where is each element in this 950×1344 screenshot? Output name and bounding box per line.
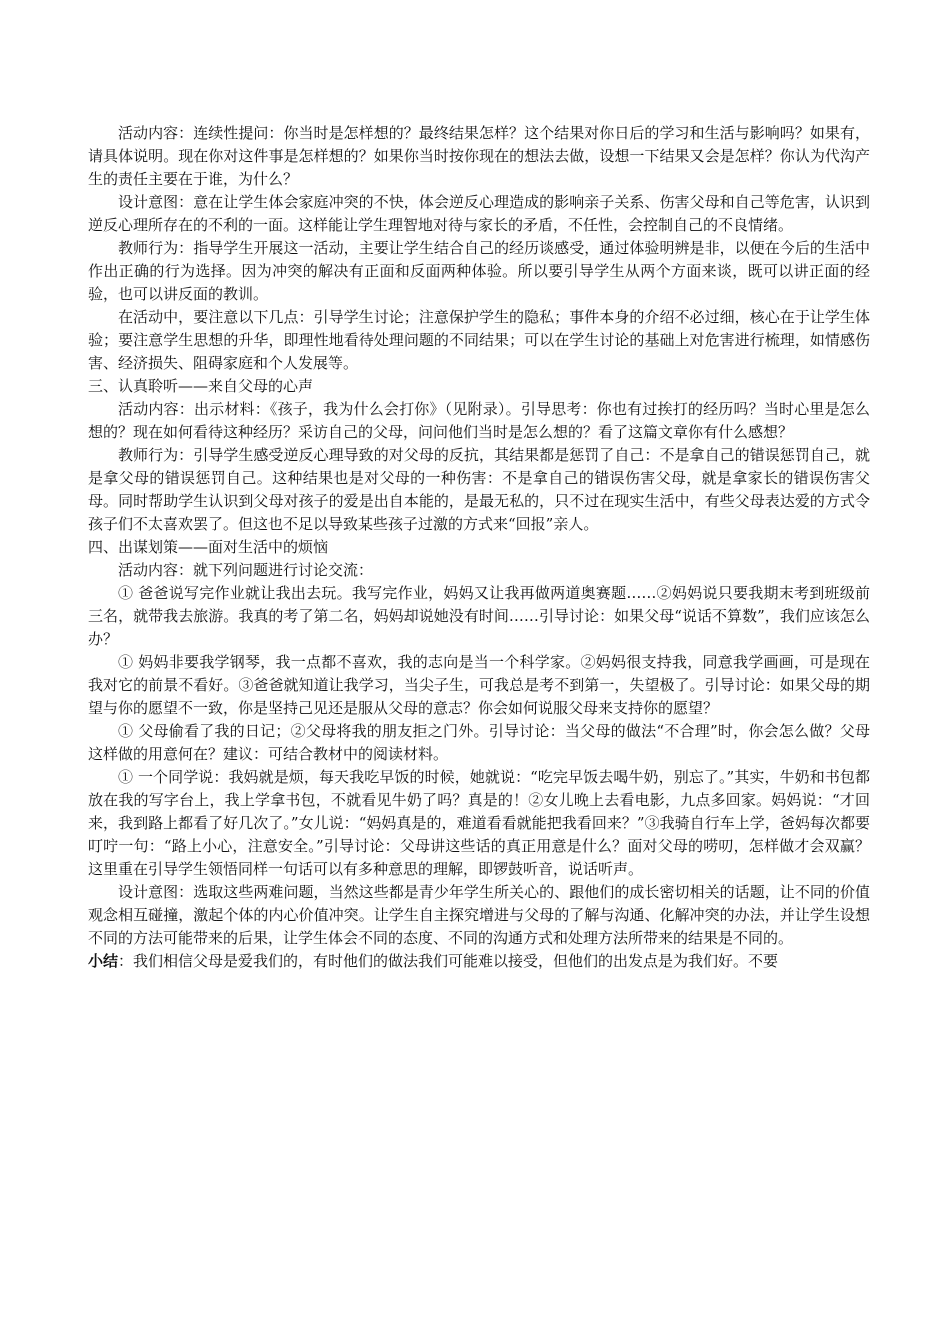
paragraph-activity-discussion: 活动内容：就下列问题进行讨论交流： <box>118 561 374 579</box>
paragraph-design-intent-1: 设计意图：意在让学生体会家庭冲突的不快，体会逆反心理造成的影响亲子关系、伤害父母和自己等危害，认识到逆反心理所存在的不利的一面。这样能让学生理智地对待与家长的矛盾，不任性，会控制自己的不良情绪。 <box>88 193 870 234</box>
section-heading-3: 三、认真聆听——来自父母的心声 <box>88 377 314 395</box>
summary-paragraph <box>88 950 870 973</box>
paragraph-teacher-action-1: 教师行为：指导学生开展这一活动，主要让学生结合自己的经历谈感受，通过体验明辨是非，以便在今后的生活中作出正确的行为选择。因为冲突的解决有正面和反面两种体验。所以要引导学生从两个方面来谈，既可以讲正面的经验，也可以讲反面的教训。 <box>88 239 870 303</box>
paragraph-activity-notes: 在活动中，要注意以下几点：引导学生讨论；注意保护学生的隐私；事件本身的介绍不必过细，核心在于让学生体验；要注意学生思想的升华，即理性地看待处理问题的不同结果；可以在学生讨论的基础上对危害进行梳理，如情感伤害、经济损失、阻碍家庭和个人发展等。 <box>88 308 870 372</box>
paragraph-activity-questions: 活动内容：连续性提问：你当时是怎样想的？最终结果怎样？这个结果对你日后的学习和生活与影响吗？如果有，请具体说明。现在你对这件事是怎样想的？如果你当时按你现在的想法去做，设想一下结果又会是怎样？你认为代沟产生的责任主要在于谁，为什么？ <box>88 124 870 188</box>
paragraph-case-expectations: ① 妈妈非要我学钢琴，我一点都不喜欢，我的志向是当一个科学家。②妈妈很支持我，同意我学画画，可是现在我对它的前景不看好。③爸爸就知道让我学习，当尖子生，可我总是考不到第一，失望极了。引导讨论：如果父母的期望与你的愿望不一致，你是坚持己见还是服从父母的意志？你会如何说服父母来支持你的愿望？ <box>88 653 870 717</box>
summary-text: ：我们相信父母是爱我们的，有时他们的做法我们可能难以接受，但他们的出发点是为我们好。不要 <box>118 952 779 970</box>
paragraph-case-privacy: ① 父母偷看了我的日记；②父母将我的朋友拒之门外。引导讨论：当父母的做法“不合理”时，你会怎么做？父母这样做的用意何在？建议：可结合教材中的阅读材料。 <box>88 722 870 763</box>
document-page <box>88 122 870 973</box>
paragraph-case-nagging: ① 一个同学说：我妈就是烦，每天我吃早饭的时候，她就说：“吃完早饭去喝牛奶，别忘了。”其实，牛奶和书包都放在我的写字台上，我上学拿书包，不就看见牛奶了吗？真是的！②女儿晚上去看电影，九点多回家。妈妈说：“才回来，我到路上都看了好几次了。”女儿说：“妈妈真是的，难道看看就能把我看回来？”③我骑自行车上学，爸妈每次都要叮咛一句：“路上小心，注意安全。”引导讨论：父母讲这些话的真正用意是什么？面对父母的唠叨，怎样做才会双赢？这里重在引导学生领悟同样一句话可以有多种意思的理解，即锣鼓听音，说话听声。 <box>88 768 870 878</box>
paragraph-case-promises: ① 爸爸说写完作业就让我出去玩。我写完作业，妈妈又让我再做两道奥赛题……②妈妈说只要我期末考到班级前三名，就带我去旅游。我真的考了第二名，妈妈却说她没有时间……引导讨论：如果父母“说话不算数”，我们应该怎么办？ <box>88 584 870 648</box>
paragraph-design-intent-2: 设计意图：选取这些两难问题，当然这些都是青少年学生所关心的、跟他们的成长密切相关的话题，让不同的价值观念相互碰撞，激起个体的内心价值冲突。让学生自主探究增进与父母的了解与沟通、化解冲突的办法，并让学生设想不同的方法可能带来的后果，让学生体会不同的态度、不同的沟通方式和处理方法所带来的结果是不同的。 <box>88 883 870 947</box>
paragraph-teacher-action-2: 教师行为：引导学生感受逆反心理导致的对父母的反抗，其结果都是惩罚了自己：不是拿自己的错误惩罚自己，就是拿父母的错误惩罚自己。这种结果也是对父母的一种伤害：不是拿自己的错误伤害父母，就是拿家长的错误伤害父母。同时帮助学生认识到父母对孩子的爱是出自本能的，是最无私的，只不过在现实生活中，有些父母表达爱的方式令孩子们不太喜欢罢了。但这也不足以导致某些孩子过激的方式来“回报”亲人。 <box>88 446 870 533</box>
summary-label: 小结 <box>88 952 119 970</box>
section-heading-4: 四、出谋划策——面对生活中的烦恼 <box>88 538 329 556</box>
paragraph-activity-material: 活动内容：出示材料：《孩子，我为什么会打你》（见附录）。引导思考：你也有过挨打的经历吗？当时心里是怎么想的？现在如何看待这种经历？采访自己的父母，问问他们当时是怎么想的？看了这篇文章你有什么感想？ <box>88 400 870 441</box>
